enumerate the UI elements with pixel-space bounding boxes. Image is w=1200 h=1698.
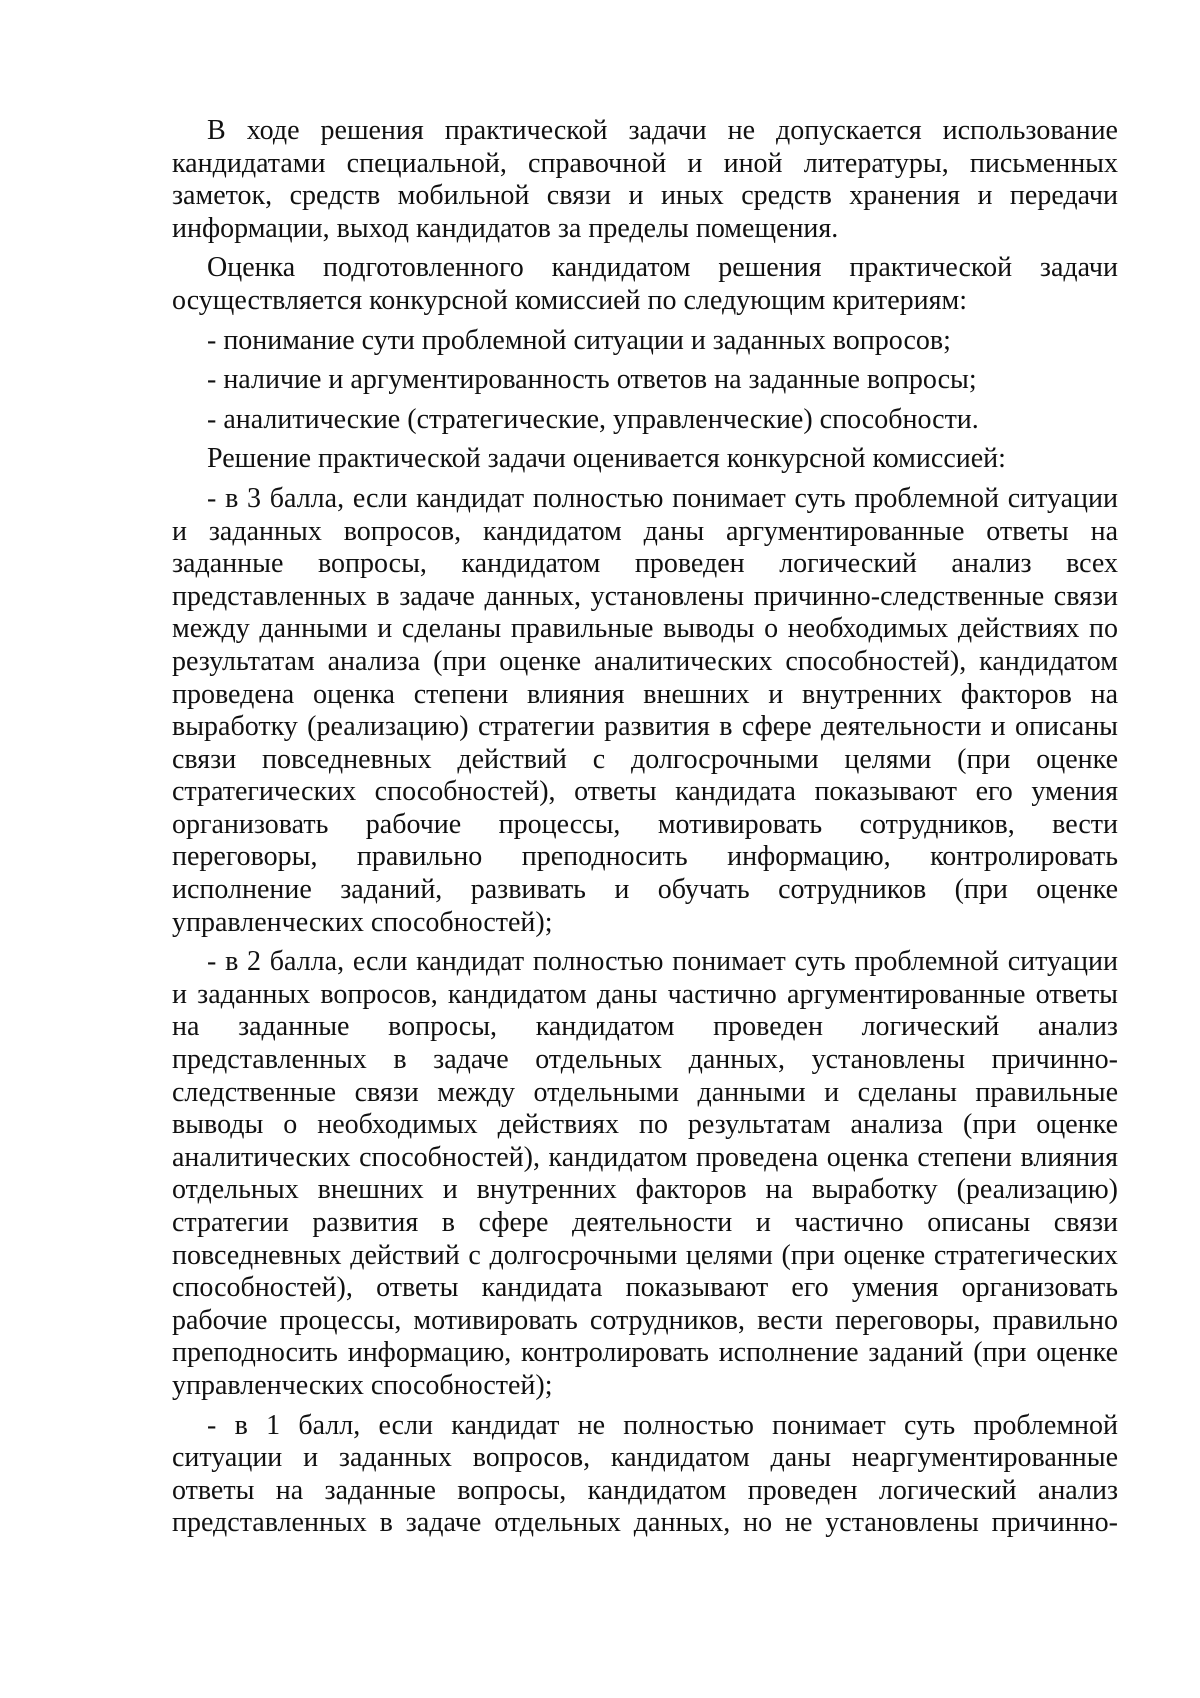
- score-1-point: - в 1 балл, если кандидат не полностью понимает суть проблемной ситуации и заданных вопросов, кандидатом даны неаргументированные ответы на заданные вопросы, кандидатом проведен логический анализ представленных в задаче отдельных данных, но не установлены причинно-: [172, 1409, 1118, 1539]
- paragraph-scoring-intro: Решение практической задачи оценивается конкурсной комиссией:: [207, 443, 1006, 475]
- criterion-understanding: - понимание сути проблемной ситуации и заданных вопросов;: [207, 324, 951, 356]
- score-2-points: - в 2 балла, если кандидат полностью понимает суть проблемной ситуации и заданных вопросов, кандидатом даны частично аргументированные ответы на заданные вопросы, кандидатом проведен логический анализ представленных в задаче отдельных данных, установлены причинно-следственные связи между отдельными данными и сделаны правильные выводы о необходимых действиях по результатам анализа (при оценке аналитических способностей), кандидатом проведена оценка степени влияния отдельных внешних и внутренних факторов на выработку (реализацию) стратегии развития в сфере деятельности и частично описаны связи повседневных действий с долгосрочными целями (при оценке стратегических способностей), ответы кандидата показывают его умения организовать рабочие процессы, мотивировать сотрудников, вести переговоры, правильно преподносить информацию, контролировать исполнение заданий (при оценке управленческих способностей);: [172, 946, 1118, 1401]
- criterion-argumentation: - наличие и аргументированность ответов на заданные вопросы;: [207, 364, 977, 396]
- criterion-abilities: - аналитические (стратегические, управленческие) способности.: [207, 403, 979, 435]
- document-body: [172, 115, 1118, 1540]
- paragraph-evaluation-intro: Оценка подготовленного кандидатом решения практической задачи осуществляется конкурсной комиссией по следующим критериям:: [172, 252, 1118, 316]
- paragraph-restrictions: В ходе решения практической задачи не допускается использование кандидатами специальной, справочной и иной литературы, письменных заметок, средств мобильной связи и иных средств хранения и передачи информации, выход кандидатов за пределы помещения.: [172, 115, 1118, 244]
- score-3-points: - в 3 балла, если кандидат полностью понимает суть проблемной ситуации и заданных вопросов, кандидатом даны аргументированные ответы на заданные вопросы, кандидатом проведен логический анализ всех представленных в задаче данных, установлены причинно-следственные связи между данными и сделаны правильные выводы о необходимых действиях по результатам анализа (при оценке аналитических способностей), кандидатом проведена оценка степени влияния внешних и внутренних факторов на выработку (реализацию) стратегии развития в сфере деятельности и описаны связи повседневных действий с долгосрочными целями (при оценке стратегических способностей), ответы кандидата показывают его умения организовать рабочие процессы, мотивировать сотрудников, вести переговоры, правильно преподносить информацию, контролировать исполнение заданий, развивать и обучать сотрудников (при оценке управленческих способностей);: [172, 482, 1118, 938]
